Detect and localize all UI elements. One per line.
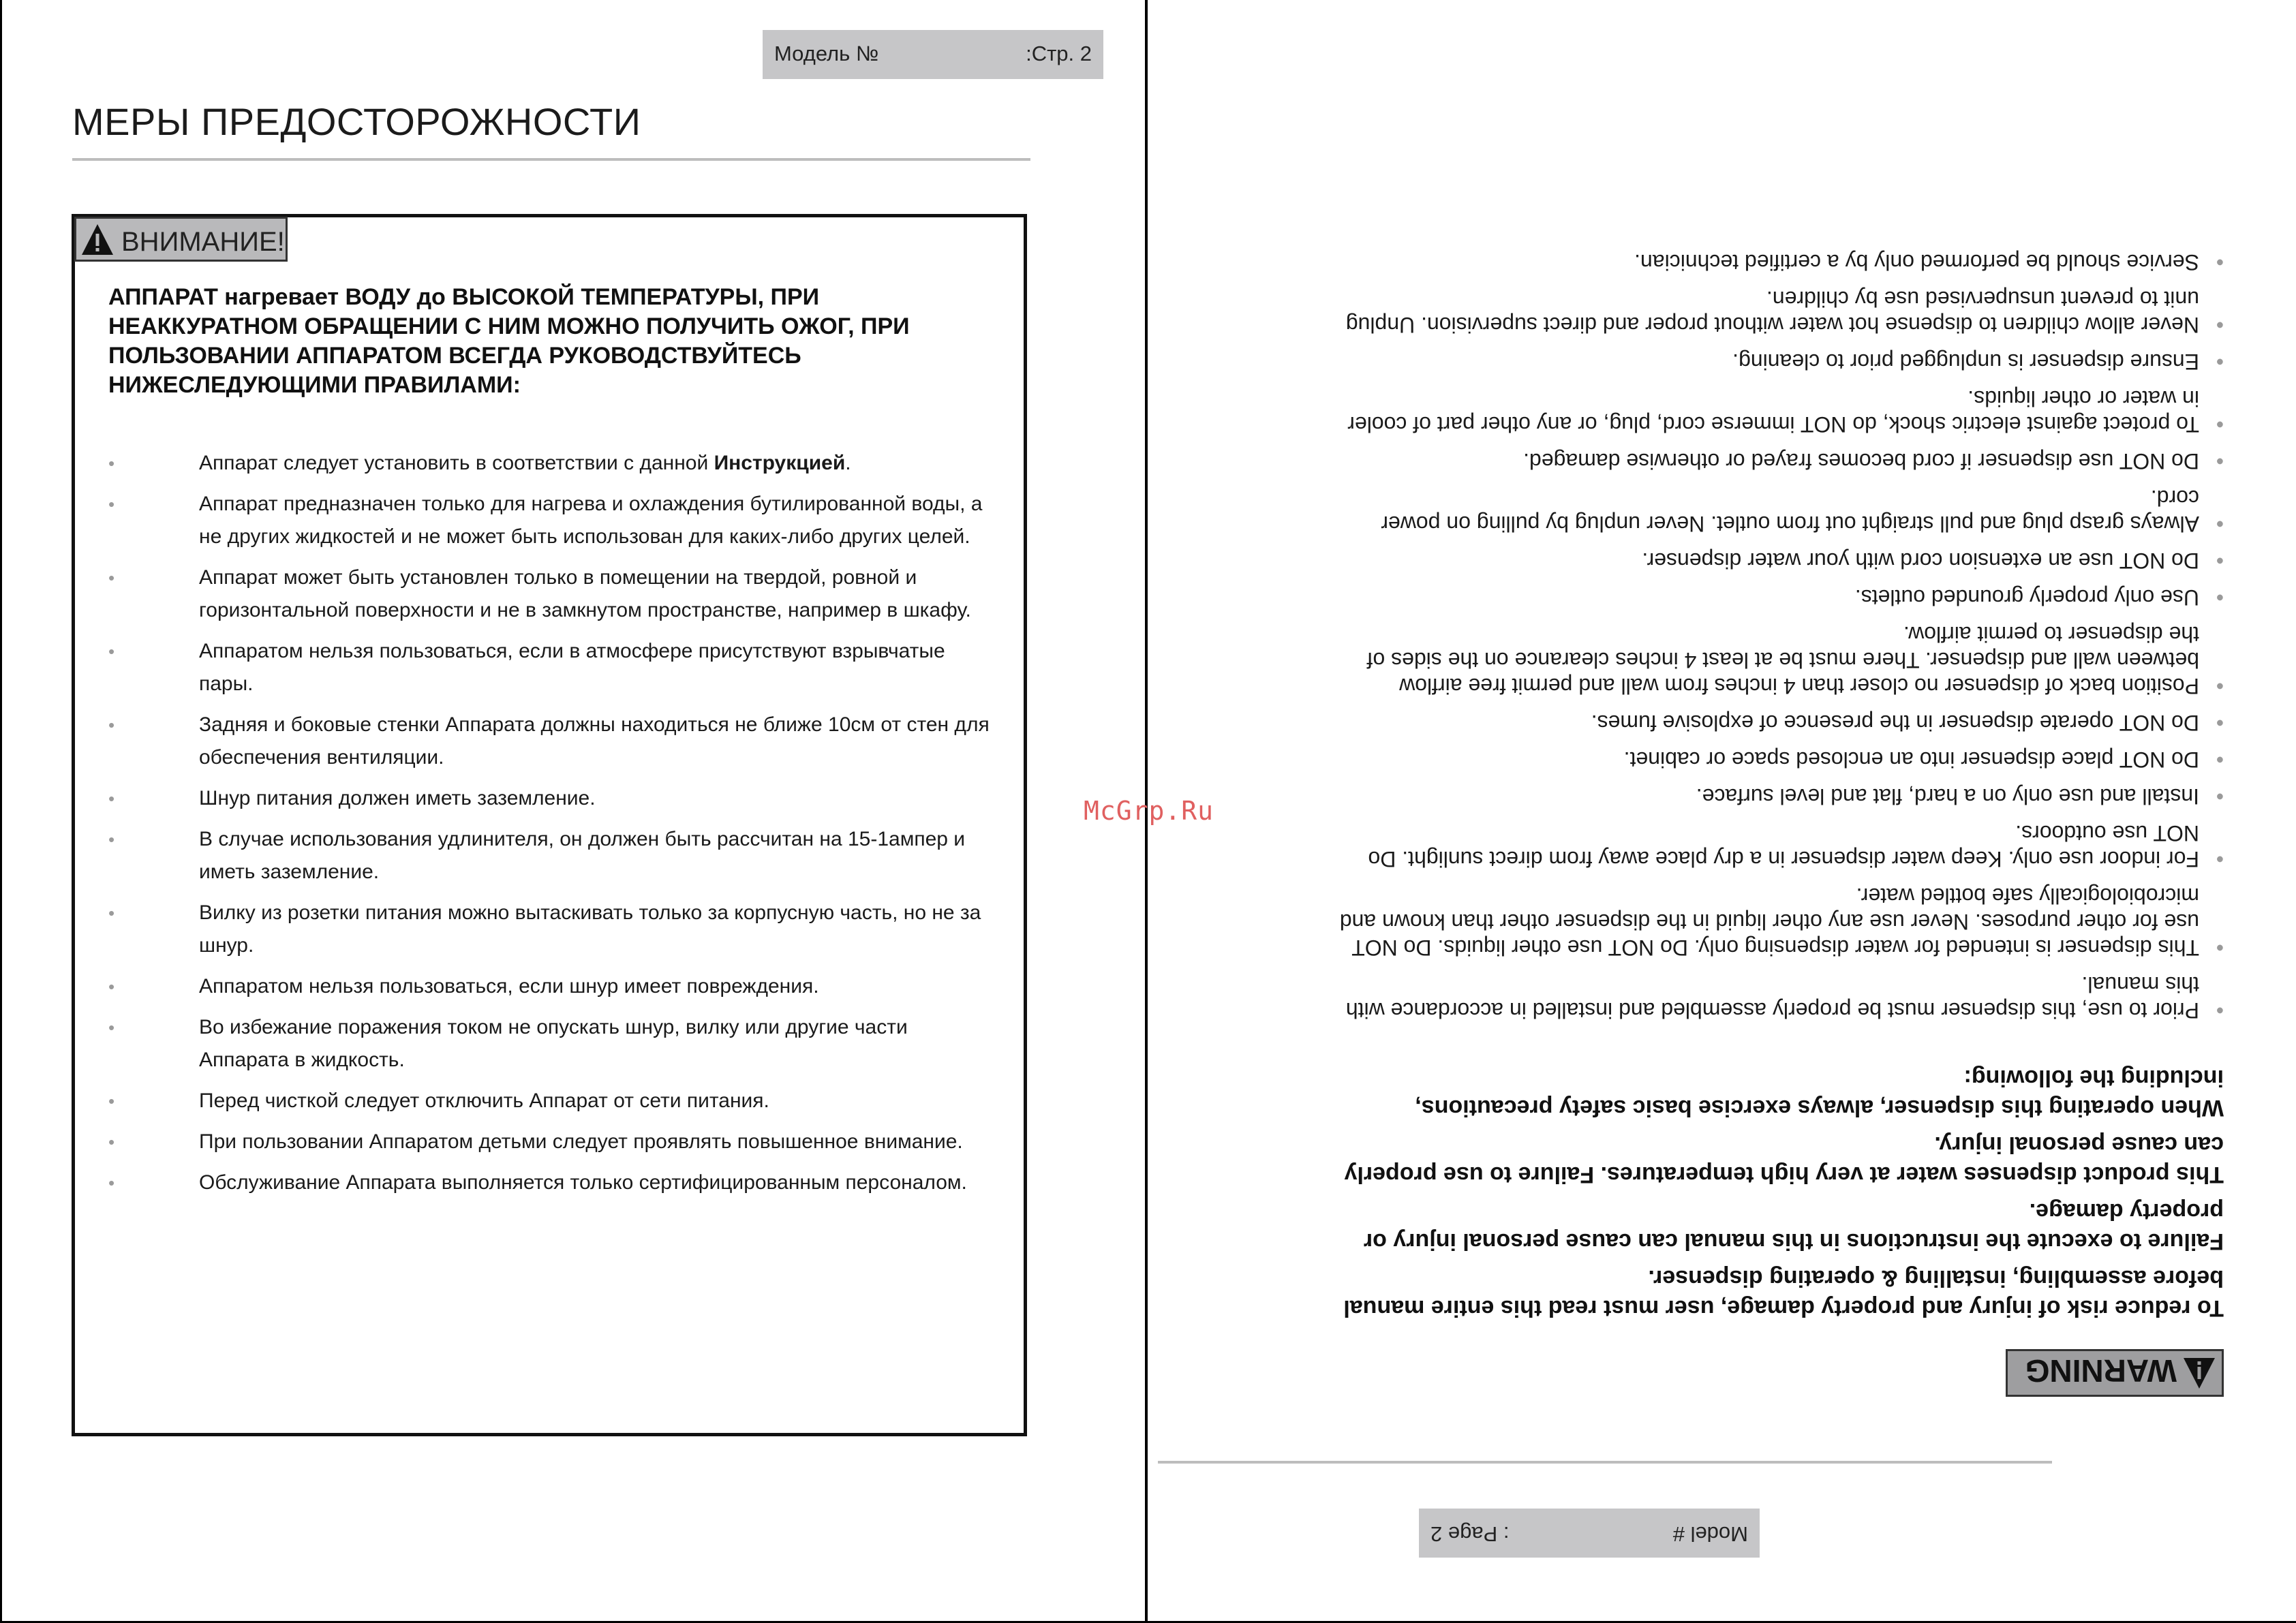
right-page — [1148, 0, 2296, 1623]
intro-paragraph: When operating this dispenser, always exercise basic safety precautions, including the following: — [1415, 1065, 2224, 1121]
warning-badge — [2006, 1349, 2224, 1397]
list-item: • Do NOT place dispenser into an enclosed space or cabinet. — [1623, 747, 2224, 772]
list-item: • Вилку из розетки питания можно вытаскивать только за корпусную часть, но не за шнур. — [108, 897, 1001, 962]
bullet: • — [108, 1017, 115, 1038]
intro-paragraph: Failure to execute the instructions in this manual can cause personal injury or property damage. — [1363, 1199, 2224, 1254]
warning-lead-text: АППАРАТ нагревает ВОДУ до ВЫСОКОЙ ТЕМПЕРАТУРЫ, ПРИ НЕАККУРАТНОМ ОБРАЩЕНИИ С НИМ МОЖНО ПОЛУЧИТЬ ОЖОГ, ПРИ ПОЛЬЗОВАНИИ АППАРАТОМ ВСЕГДА РУКОВОДСТВУЙТЕСЬ НИЖЕСЛЕДУЮЩИМИ ПРАВИЛАМИ: — [108, 284, 910, 398]
intro-paragraph: To reduce risk of injury and property damage, user must read this entire manual before assembling, installing & operating dispenser. — [1343, 1265, 2224, 1321]
bullet: • — [108, 453, 115, 474]
title-rule — [1158, 1461, 2052, 1464]
safety-rules-list — [1331, 238, 2224, 1023]
model-label: Model # — [1672, 1522, 1748, 1546]
bullet: • — [108, 568, 115, 588]
rotated-page-content — [1148, 0, 2296, 1623]
left-page — [0, 0, 1146, 1623]
bullet: • — [108, 1091, 115, 1111]
bullet: • — [108, 829, 115, 850]
bullet: • — [108, 641, 115, 662]
page-number: :Стр. 2 — [1026, 42, 1092, 65]
list-item: • Аппаратом нельзя пользоваться, если в атмосфере присутствуют взрывчатые пары. — [108, 635, 1001, 700]
bullet: • — [108, 1173, 115, 1193]
list-item: • Do NOT use an extension cord with your water dispenser. — [1642, 548, 2224, 573]
list-item: • To protect against electric shock, do NOT immerse cord, plug, or any other part of cooler in water or other liquids. — [1347, 386, 2224, 437]
watermark: McGrp.Ru — [1084, 796, 1214, 826]
list-item: • Do NOT use dispenser if cord becomes frayed or otherwise damaged. — [1523, 449, 2224, 474]
model-page-header — [763, 30, 1103, 79]
safety-rules-list — [108, 447, 1001, 1207]
page-title: МЕРЫ ПРЕДОСТОРОЖНОСТИ — [72, 100, 641, 143]
bullet: • — [108, 494, 115, 514]
warning-badge-label: WARNING — [2025, 1353, 2177, 1389]
list-item: • Аппарат следует установить в соответствии с данной Инструкцией. — [108, 447, 1001, 480]
warning-badge-label: ВНИМАНИЕ! — [121, 227, 285, 257]
warning-badge — [74, 217, 288, 262]
title-rule — [72, 158, 1030, 161]
list-item: • Аппаратом нельзя пользоваться, если шнур имеет повреждения. — [108, 970, 1001, 1003]
bullet: • — [108, 1132, 115, 1152]
list-item: • Install and use only on a hard, flat and level surface. — [1696, 784, 2224, 809]
page-number: : Page 2 — [1430, 1522, 1510, 1546]
list-item: • Перед чисткой следует отключить Аппарат от сети питания. — [108, 1085, 1001, 1117]
list-item: • This dispenser is intended for water dispensing only. Do NOT use other liquids. Do NOT use for other purposes. Never use any other liquid in the dispenser other than known and microbiologically safe bottled water. — [1339, 884, 2224, 960]
list-item: • Never allow children to dispense hot water without proper and direct supervision. Unplug unit to prevent unsupervised use by children. — [1345, 287, 2224, 337]
bullet: • — [108, 903, 115, 923]
model-label: Модель № — [774, 42, 879, 65]
list-item: • For indoor use only. Keep water dispenser in a dry place away from direct sunlight. Do NOT use outdoors. — [1368, 821, 2224, 871]
list-item: • Шнур питания должен иметь заземление. — [108, 782, 1001, 815]
list-item: • Аппарат может быть установлен только в помещении на твердой, ровной и горизонтальной поверхности и не в замкнутом пространстве, например в шкафу. — [108, 561, 1001, 627]
warning-triangle-icon — [80, 223, 114, 257]
model-page-header — [1419, 1509, 1760, 1558]
intro-paragraph: This product dispenses water at very high temperatures. Failure to use properly can cause personal injury. — [1344, 1132, 2224, 1188]
list-item: • Prior to use, this dispenser must be properly assembled and installed in accordance with this manual. — [1345, 972, 2224, 1023]
bullet: • — [108, 788, 115, 809]
list-item: • Service should be performed only by a certified technician. — [1634, 250, 2224, 275]
list-item: • Always grasp plug and pull straight out from outlet. Never unplug by pulling on power cord. — [1381, 486, 2224, 536]
bullet: • — [108, 715, 115, 735]
warning-triangle-icon — [2182, 1356, 2216, 1390]
list-item: • Обслуживание Аппарата выполняется только сертифицированным персоналом. — [108, 1166, 1001, 1199]
list-item: • Position back of dispenser no closer than 4 inches from wall and permit free airflow between wall and dispenser. There must be at least 4 inches clearance on the sides of the dispenser to permit airflow. — [1366, 622, 2224, 698]
list-item: • Ensure dispenser is unplugged prior to cleaning. — [1732, 350, 2224, 374]
bullet: • — [108, 976, 115, 997]
list-item: • Аппарат предназначен только для нагрева и охлаждения бутилированной воды, а не других жидкостей и не может быть использован для каких-либо других целей. — [108, 488, 1001, 553]
list-item: • Do NOT operate dispenser in the presence of explosive fumes. — [1591, 711, 2224, 735]
list-item: • При пользовании Аппаратом детьми следует проявлять повышенное внимание. — [108, 1126, 1001, 1158]
list-item: • Задняя и боковые стенки Аппарата должны находиться не ближе 10см от стен для обеспечения вентиляции. — [108, 709, 1001, 774]
list-item: • Use only properly grounded outlets. — [1854, 585, 2224, 610]
warning-intro — [1331, 1056, 2224, 1323]
list-item: • В случае использования удлинителя, он должен быть рассчитан на 15-1ампер и иметь заземление. — [108, 823, 1001, 888]
list-item: • Во избежание поражения током не опускать шнур, вилку или другие части Аппарата в жидкость. — [108, 1011, 1001, 1077]
